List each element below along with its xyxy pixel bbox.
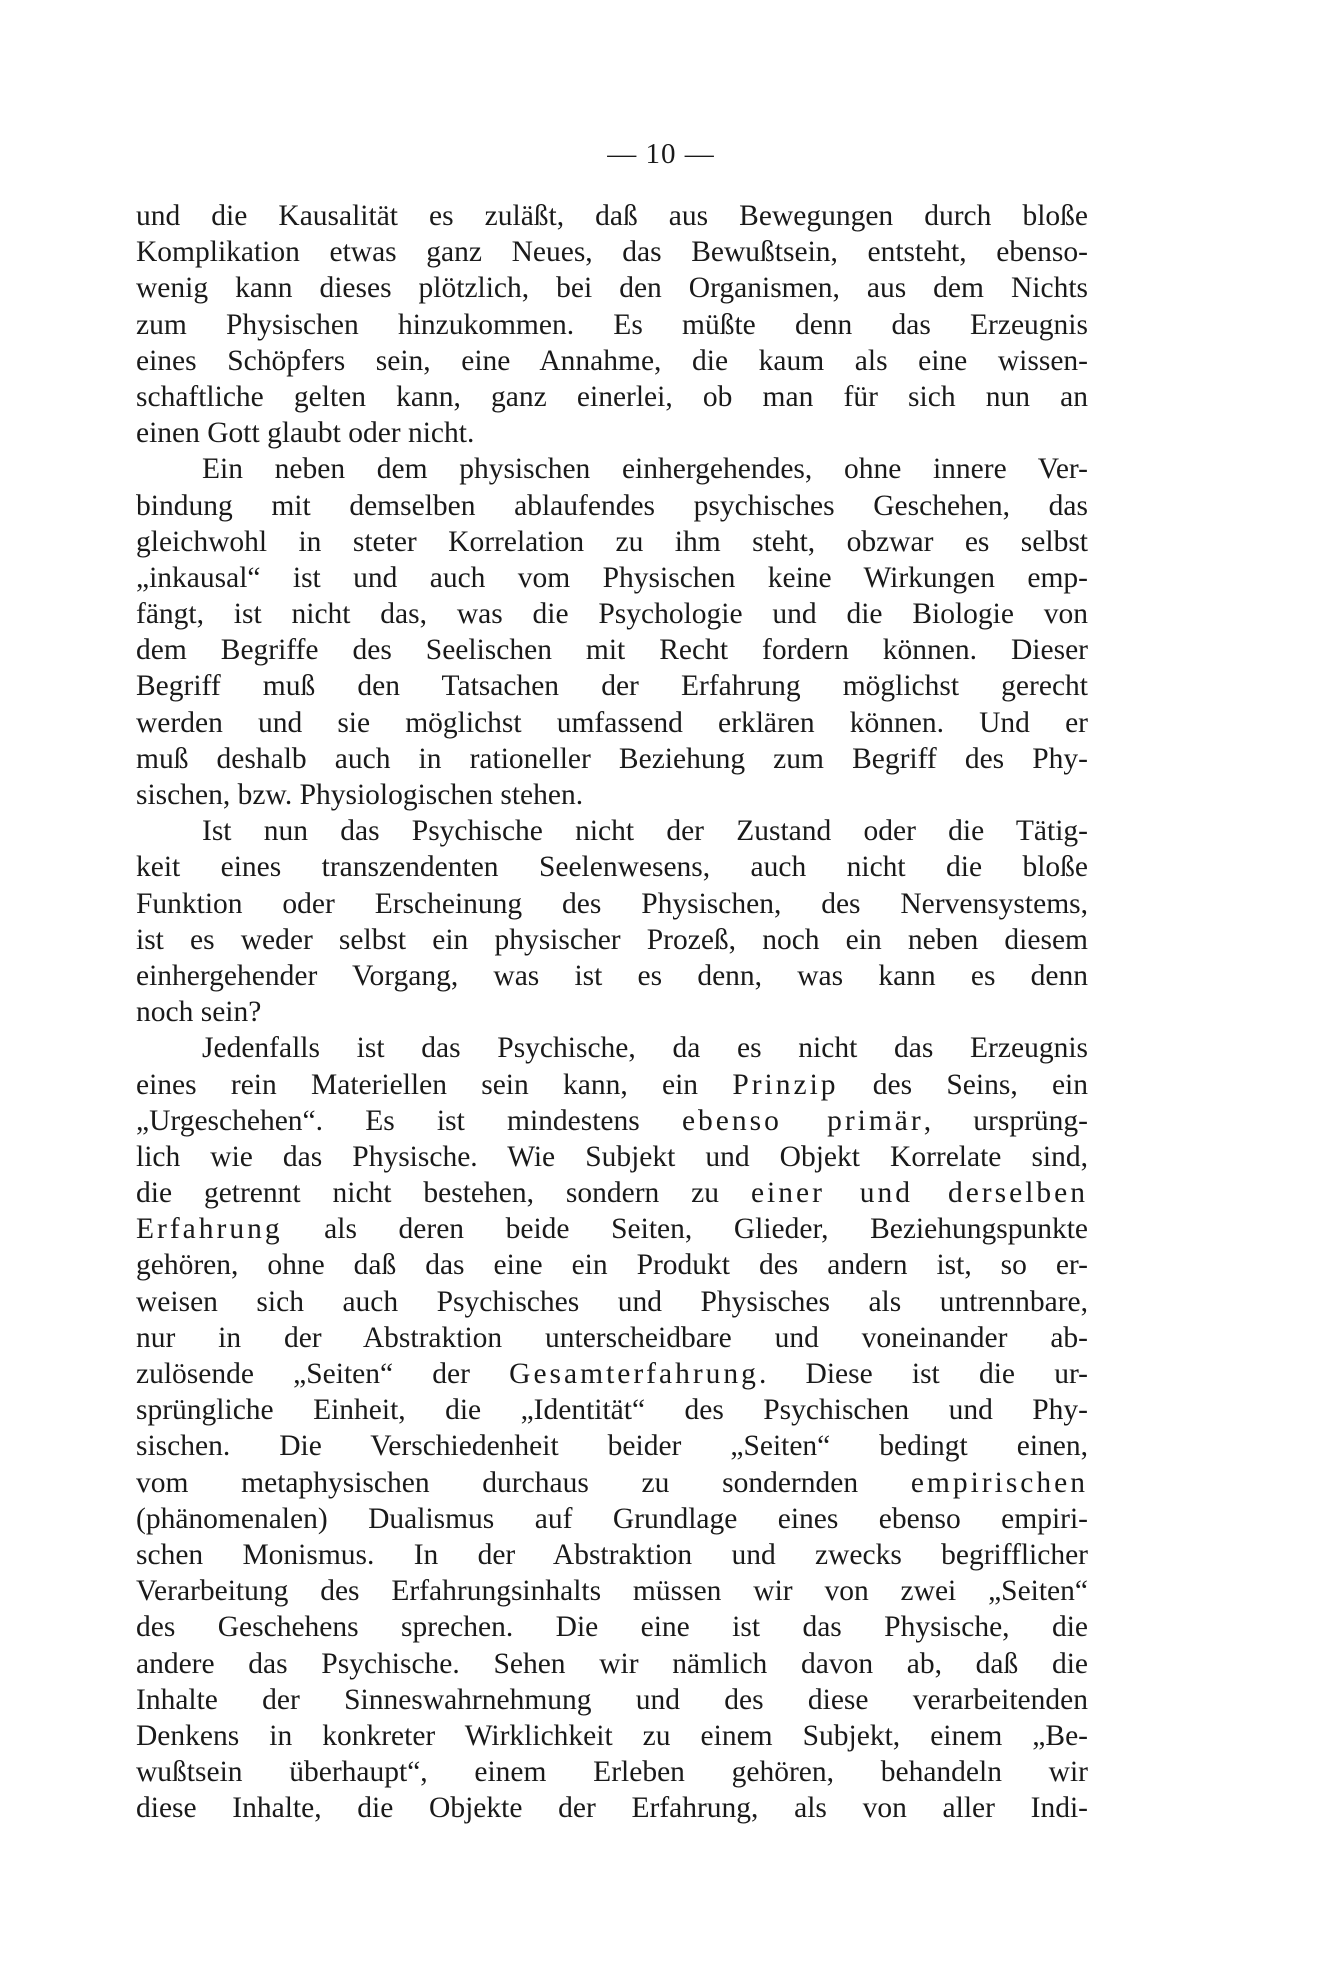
text-run: sischen. Die Verschiedenheit beider „Seiten“ bedingt einen,: [136, 1430, 1088, 1463]
text-line: [136, 1320, 1088, 1356]
text-run: Inhalte der Sinneswahrnehmung und des diese verarbeitenden: [136, 1683, 1088, 1716]
text-line: noch sein?: [136, 996, 262, 1029]
text-line: [136, 1103, 1088, 1139]
text-line: Funktion oder Erscheinung des Physischen, des Nervensystems,: [136, 887, 1088, 920]
text-line: eines Schöpfers sein, eine Annahme, die kaum als eine wissen-: [136, 344, 1088, 377]
text-line: Ist nun das Psychische nicht der Zustand oder die Tätig-: [202, 815, 1088, 848]
text-run: schen Monismus. In der Abstraktion und zwecks begrifflicher: [136, 1538, 1088, 1571]
emphasis-spaced: Erfahrung: [136, 1213, 283, 1246]
text-run: „Urgeschehen“. Es ist mindestens: [136, 1104, 682, 1137]
body-text: [136, 198, 1088, 1826]
text-run: vom metaphysischen durchaus zu sondernden: [136, 1466, 911, 1499]
text-line: bindung mit demselben ablaufendes psychisches Geschehen, das: [136, 489, 1088, 522]
emphasis-spaced: Gesamterfahrung: [509, 1358, 759, 1390]
text-run: gehören, ohne daß das eine ein Produkt des andern ist, so er-: [136, 1249, 1088, 1282]
page-number: — 10 —: [607, 138, 715, 170]
text-line: und die Kausalität es zuläßt, daß aus Bewegungen durch bloße: [136, 200, 1088, 232]
text-line: [136, 1754, 1088, 1790]
emphasis-spaced: einer und derselben: [750, 1177, 1088, 1210]
text-line: wenig kann dieses plötzlich, bei den Organismen, aus dem Nichts: [136, 272, 1088, 305]
text-line: [136, 1465, 1088, 1501]
text-line: fängt, ist nicht das, was die Psychologie und die Biologie von: [136, 598, 1088, 631]
text-line: [136, 1609, 1088, 1645]
emphasis-spaced: Prinzip: [732, 1068, 839, 1101]
text-line: zum Physischen hinzukommen. Es müßte denn das Erzeugnis: [136, 308, 1088, 341]
text-line: Ein neben dem physischen einhergehendes, ohne innere Ver-: [202, 453, 1088, 486]
text-line: [136, 1718, 1088, 1754]
text-line: keit eines transzendenten Seelenwesens, auch nicht die bloße: [136, 851, 1088, 884]
text-line: Komplikation etwas ganz Neues, das Bewußtsein, entsteht, ebenso-: [136, 236, 1088, 269]
emphasis-spaced: ebenso primär: [681, 1104, 924, 1137]
text-line: [136, 1573, 1088, 1609]
text-run: Verarbeitung des Erfahrungsinhalts müssen wir von zwei „Seiten“: [136, 1575, 1088, 1608]
text-line: werden und sie möglichst umfassend erklären können. Und er: [136, 706, 1088, 739]
text-line: [136, 1211, 1088, 1247]
text-run: andere das Psychische. Sehen wir nämlich davon ab, daß die: [136, 1647, 1088, 1680]
text-line: dem Begriffe des Seelischen mit Recht fordern können. Dieser: [136, 634, 1088, 667]
text-run: sprüngliche Einheit, die „Identität“ des Psychischen und Phy-: [136, 1394, 1088, 1427]
text-line: ist es weder selbst ein physischer Prozeß, noch ein neben diesem: [136, 923, 1088, 956]
text-line: einen Gott glaubt oder nicht.: [136, 417, 475, 450]
text-line: „inkausal“ ist und auch vom Physischen keine Wirkungen emp-: [136, 561, 1088, 594]
text-run: (phänomenalen) Dualismus auf Grundlage eines ebenso empiri-: [136, 1502, 1088, 1535]
text-line: schaftliche gelten kann, ganz einerlei, ob man für sich nun an: [136, 380, 1088, 413]
text-line: [136, 1139, 1088, 1175]
text-line: sischen, bzw. Physiologischen stehen.: [136, 779, 584, 811]
text-line: Begriff muß den Tatsachen der Erfahrung möglichst gerecht: [136, 670, 1088, 703]
text-line: [136, 1356, 1088, 1392]
text-line: [136, 1284, 1088, 1320]
text-line: [136, 1501, 1088, 1537]
text-run: , ursprüng-: [923, 1104, 1089, 1137]
text-run: eines rein Materiellen sein kann, ein: [136, 1068, 733, 1101]
text-run: . Diese ist die ur-: [758, 1358, 1089, 1390]
text-run: Jedenfalls ist das Psychische, da es nicht das Erzeugnis: [202, 1032, 1088, 1065]
text-run: als deren beide Seiten, Glieder, Beziehungspunkte: [282, 1213, 1088, 1246]
text-line: [136, 1392, 1088, 1428]
text-run: die getrennt nicht bestehen, sondern zu: [136, 1177, 751, 1210]
text-line: [136, 1646, 1088, 1682]
text-line: [136, 1682, 1088, 1718]
text-run: Denkens in konkreter Wirklichkeit zu einem Subjekt, einem „Be-: [136, 1719, 1088, 1752]
text-run: lich wie das Physische. Wie Subjekt und Objekt Korrelate sind,: [136, 1140, 1088, 1173]
text-line: [136, 1428, 1088, 1464]
text-line: gleichwohl in steter Korrelation zu ihm steht, obzwar es selbst: [136, 525, 1088, 558]
text-line: [136, 1247, 1088, 1283]
text-run: diese Inhalte, die Objekte der Erfahrung, als von aller Indi-: [136, 1792, 1088, 1825]
text-line: muß deshalb auch in rationeller Beziehung zum Begriff des Phy-: [136, 742, 1088, 775]
text-line: [136, 1175, 1088, 1211]
text-run: des Geschehens sprechen. Die eine ist das Physische, die: [136, 1611, 1088, 1644]
text-line: [136, 1067, 1088, 1103]
text-run: weisen sich auch Psychisches und Physisches als untrennbare,: [136, 1285, 1088, 1318]
text-run: des Seins, ein: [838, 1068, 1088, 1101]
text-run: nur in der Abstraktion unterscheidbare und voneinander ab-: [136, 1321, 1088, 1354]
emphasis-spaced: empirischen: [910, 1466, 1088, 1499]
text-line: [136, 1790, 1088, 1826]
text-line: [136, 1030, 1088, 1066]
text-line: einhergehender Vorgang, was ist es denn, was kann es denn: [136, 959, 1088, 992]
text-run: zulösende „Seiten“ der: [136, 1358, 510, 1390]
text-run: wußtsein überhaupt“, einem Erleben gehören, behandeln wir: [136, 1756, 1088, 1789]
text-line: [136, 1537, 1088, 1573]
